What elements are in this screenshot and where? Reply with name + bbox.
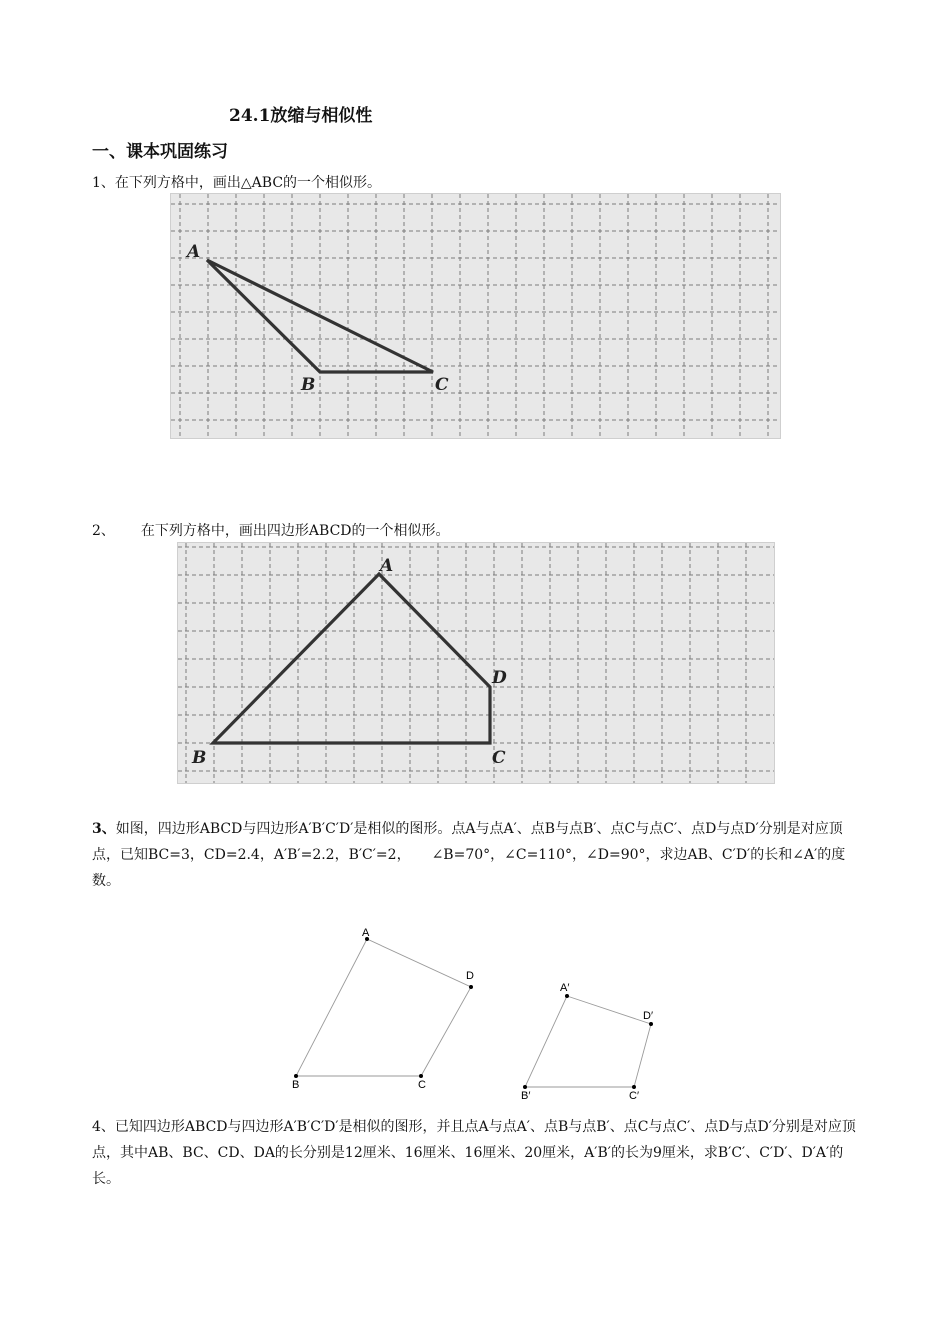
vertex-label-a: A [187,242,201,262]
label-a-prime: A′ [560,982,570,994]
point-b [294,1074,298,1078]
point-a-prime [565,994,569,998]
question-2-number: 2、 [92,523,115,539]
quadrilateral-grid-figure [177,542,775,784]
label-b-prime: B′ [521,1090,531,1100]
vertex-label-c: C [435,375,449,395]
point-b-prime [523,1085,527,1089]
label-a: A [362,927,370,939]
similar-quadrilaterals-figure [285,920,675,1100]
quadrilateral-abcd [296,939,471,1076]
vertex-label-b: B [192,748,207,768]
triangle-grid-figure [170,193,781,439]
point-c [419,1074,423,1078]
quadrilateral-grid-svg [178,543,774,783]
point-d-prime [649,1022,653,1026]
question-2-body: 在下列方格中，画出四边形ABCD的一个相似形。 [140,523,450,539]
question-2-text [92,518,450,544]
label-c-prime: C′ [629,1090,640,1100]
section-heading: 一、课本巩固练习 [92,142,228,162]
question-1-text: 1、在下列方格中，画出△ABC的一个相似形。 [92,175,382,191]
triangle-grid-svg [171,194,780,438]
label-d: D [466,970,474,982]
page-title: 24.1放缩与相似性 [229,106,373,126]
point-d [469,985,473,989]
vertex-label-c: C [492,748,506,768]
vertex-label-d: D [492,668,507,688]
grid-lines [178,543,774,783]
question-3-text [92,816,862,894]
vertex-label-b: B [301,375,316,395]
label-c: C [418,1079,426,1091]
question-3-number: 3、 [92,821,116,837]
question-3-body: 如图，四边形ABCD与四边形A′B′C′D′是相似的图形。点A与点A′、点B与点B′、点C与点C′、点D与点D′分别是对应顶点，已知BC=3，CD=2.4，A′B′=2.2，B′C′=2， ∠B=70°，∠C=110°，∠D=90°，求边AB、C′D′的长和∠A′的度数。 [92,821,846,889]
question-4-text: 4、已知四边形ABCD与四边形A′B′C′D′是相似的图形，并且点A与点A′、点B与点B′、点C与点C′、点D与点D′分别是对应顶点，其中AB、BC、CD、DA的长分别是12厘米、16厘米、16厘米、20厘米，A′B′的长为9厘米，求B′C′、C′D′、D′A′的长。 [92,1119,856,1187]
label-b: B [292,1079,300,1091]
quadrilateral-a1b1c1d1 [525,996,654,1087]
point-c-prime [632,1085,636,1089]
quadrilateral-abcd [213,574,490,743]
vertex-label-a: A [380,556,394,576]
label-d-prime: D′ [643,1010,654,1022]
